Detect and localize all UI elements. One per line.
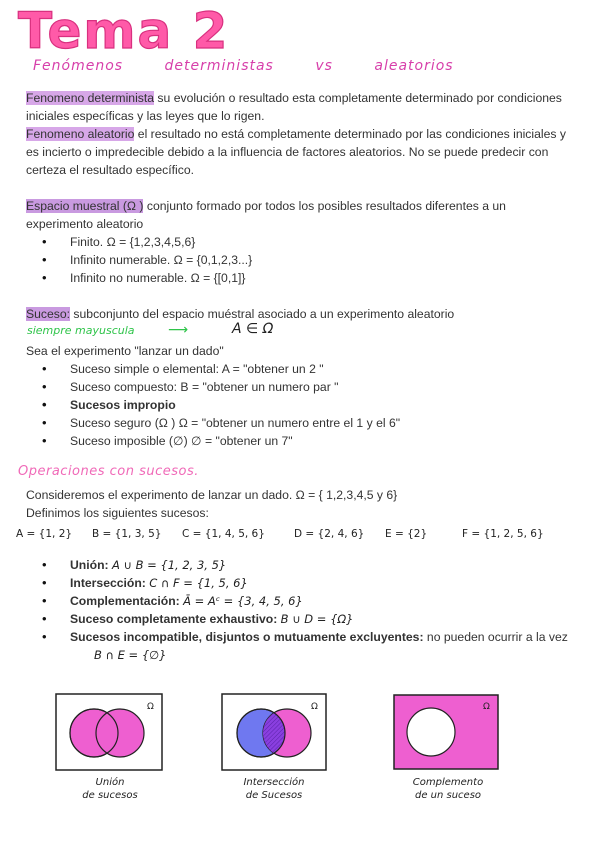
omega-symbol: Ω bbox=[311, 702, 318, 712]
set-e: E = {2} bbox=[385, 528, 428, 540]
term-determinista: Fenomeno determinista bbox=[26, 91, 155, 105]
union-diagram bbox=[55, 693, 163, 771]
espacio-muestral-text: conjunto formado por todos los posibles resultados diferentes a un experimento aleatorio bbox=[26, 199, 506, 231]
op-term: Intersección: bbox=[70, 576, 146, 590]
list-item: • Infinito no numerable. Ω = {[0,1]} bbox=[28, 269, 548, 287]
omega-symbol: Ω bbox=[147, 702, 154, 712]
operaciones-line1: Consideremos el experimento de lanzar un dado. Ω = { 1,2,3,4,5 y 6} bbox=[26, 488, 398, 502]
caption-line: de un suceso bbox=[414, 790, 482, 801]
subtitle-d: aleatorios bbox=[374, 58, 454, 74]
caption-line: de Sucesos bbox=[245, 790, 303, 801]
op-text: no pueden ocurrir a la vez bbox=[423, 630, 568, 644]
caption-line: Intersección bbox=[243, 777, 305, 788]
espacio-muestral bbox=[26, 197, 571, 233]
op-term: Unión: bbox=[70, 558, 109, 572]
definition-determinista-text: su evolución o resultado esta completamente determinado por condiciones iniciales específicas y las leyes que lo rigen. bbox=[26, 91, 562, 123]
list-item bbox=[28, 574, 573, 592]
set-f: F = {1, 2, 5, 6} bbox=[462, 528, 544, 540]
op-term: Suceso completamente exhaustivo: bbox=[70, 612, 278, 626]
set-a: A = {1, 2} bbox=[16, 528, 73, 540]
list-item: • Sucesos impropio bbox=[28, 396, 548, 414]
suceso-experiment: Sea el experimento "lanzar un dado" bbox=[26, 344, 224, 358]
op-hand: A ∪ B = {1, 2, 3, 5} bbox=[111, 558, 227, 572]
definition-aleatorio bbox=[26, 125, 571, 179]
op-term: Sucesos incompatible, disjuntos o mutuamente excluyentes: bbox=[70, 630, 424, 644]
suceso-note: siempre mayuscula bbox=[27, 324, 135, 337]
subtitle bbox=[33, 58, 490, 74]
caption-line: Unión bbox=[95, 777, 125, 788]
suceso-text: subconjunto del espacio muéstral asociado a un experimento aleatorio bbox=[70, 307, 455, 321]
set-c: C = {1, 4, 5, 6} bbox=[182, 528, 265, 540]
set-d: D = {2, 4, 6} bbox=[294, 528, 365, 540]
caption-line: de sucesos bbox=[82, 790, 138, 801]
term-espacio-muestral: Espacio muestral (Ω ) bbox=[26, 199, 144, 213]
union-caption bbox=[60, 776, 160, 802]
caption-line: Complemento bbox=[412, 777, 484, 788]
espacio-list bbox=[28, 233, 548, 287]
op-hand: Ā = Aᶜ = {3, 4, 5, 6} bbox=[183, 594, 303, 608]
complemento-diagram bbox=[393, 694, 499, 770]
operaciones-list bbox=[28, 556, 573, 664]
list-item bbox=[28, 556, 573, 574]
definition-determinista bbox=[26, 89, 571, 125]
list-item: • Suceso simple o elemental: A = "obtener un 2 " bbox=[28, 360, 548, 378]
arrow-icon: ⟶ bbox=[168, 322, 189, 338]
op-hand: B ∪ D = {Ω} bbox=[280, 612, 354, 626]
list-item: • Suceso compuesto: B = "obtener un numero par " bbox=[28, 378, 548, 396]
suceso-relation: A ∈ Ω bbox=[232, 321, 274, 337]
suceso-list bbox=[28, 360, 548, 450]
list-item bbox=[28, 628, 573, 664]
definition-aleatorio-text: el resultado no está completamente determinado por las condiciones iniciales y es incierto o impredecible debido a la influencia de factores aleatorios. No se puede predecir con certeza el resultado específico. bbox=[26, 127, 566, 177]
interseccion-caption bbox=[224, 776, 324, 802]
op-hand: C ∩ F = {1, 5, 6} bbox=[149, 576, 248, 590]
subtitle-c: vs bbox=[315, 58, 333, 74]
op-hand: B ∩ E = {∅} bbox=[94, 648, 167, 662]
complemento-caption bbox=[398, 776, 498, 802]
term-suceso: Suceso: bbox=[26, 307, 71, 321]
interseccion-diagram bbox=[221, 693, 327, 771]
set-b: B = {1, 3, 5} bbox=[92, 528, 162, 540]
omega-symbol: Ω bbox=[483, 702, 490, 712]
subtitle-a: Fenómenos bbox=[33, 58, 124, 74]
list-item bbox=[28, 592, 573, 610]
subtitle-b: deterministas bbox=[164, 58, 274, 74]
op-term: Complementación: bbox=[70, 594, 180, 608]
page-title: Tema 2 bbox=[18, 2, 230, 60]
list-item: • Suceso imposible (∅) ∅ = "obtener un 7" bbox=[28, 432, 548, 450]
suceso-definition bbox=[26, 305, 571, 323]
operaciones-line2: Definimos los siguientes sucesos: bbox=[26, 506, 209, 520]
list-item: • Infinito numerable. Ω = {0,1,2,3...} bbox=[28, 251, 548, 269]
list-item: • Suceso seguro (Ω ) Ω = "obtener un numero entre el 1 y el 6" bbox=[28, 414, 548, 432]
list-item bbox=[28, 610, 573, 628]
operaciones-heading: Operaciones con sucesos. bbox=[18, 464, 199, 479]
term-aleatorio: Fenomeno aleatorio bbox=[26, 127, 135, 141]
set-definitions bbox=[16, 528, 591, 544]
list-item: • Finito. Ω = {1,2,3,4,5,6} bbox=[28, 233, 548, 251]
